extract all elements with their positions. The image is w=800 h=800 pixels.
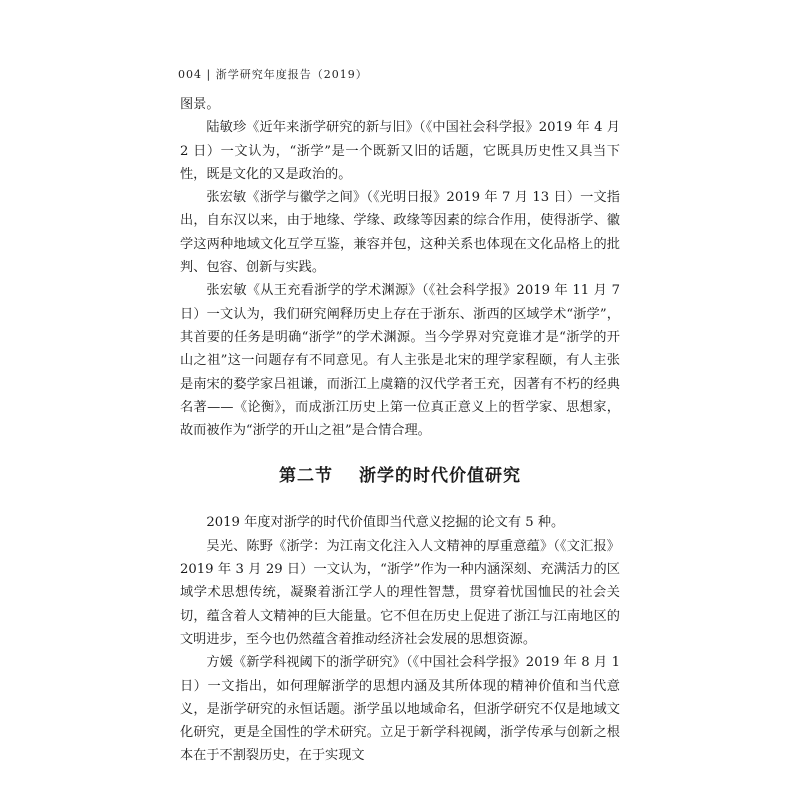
- paragraph-fang-yuan: 方媛《新学科视阈下的浙学研究》（《中国社会科学报》2019 年 8 月 1 日）一文指出，如何理解浙学的思想内涵及其所体现的精神价值和当代意义，是浙学研究的永恒话题。浙学虽以地域命名，但浙学研究不仅是地域文化研究，更是全国性的学术研究。立足于新学科视阈，浙学传承与创新之根本在于不割裂历史，在于实现文: [180, 655, 620, 764]
- book-title: 浙学研究年度报告（2019）: [215, 68, 368, 81]
- section-number: 第二节: [279, 466, 333, 487]
- section-heading: [180, 464, 620, 488]
- paragraph-zhang-hongmin-1: 张宏敏《浙学与徽学之间》（《光明日报》2019 年 7 月 13 日）一文指出，自东汉以来，由于地缘、学缘、政缘等因素的综合作用，使得浙学、徽学这两种地域文化互学互鉴，兼容并包，这种关系也体现在文化品格上的批判、包容、创新与实践。: [180, 190, 620, 276]
- section-title: 浙学的时代价值研究: [359, 466, 521, 487]
- running-header: [178, 66, 368, 82]
- paragraph-lu-minzhen: 陆敏珍《近年来浙学研究的新与旧》（《中国社会科学报》2019 年 4 月 2 日）一文认为，“浙学”是一个既新又旧的话题，它既具历史性又具当下性，既是文化的又是政治的。: [180, 120, 620, 182]
- page-body: [180, 93, 620, 768]
- paragraph-zhang-hongmin-2: 张宏敏《从王充看浙学的学术渊源》（《社会科学报》2019 年 11 月 7 日）一文认为，我们研究阐释历史上存在于浙东、浙西的区域学术“浙学”，其首要的任务是明确“浙学”的学术渊源。当今学界对究竟谁才是“浙学的开山之祖”这一问题存有不同意见。有人主张是北宋的理学家程颐，有人主张是南宋的婺学家吕祖谦，而浙江上虞籍的汉代学者王充，因著有不朽的经典名著——《论衡》，而成浙江历史上第一位真正意义上的哲学家、思想家，故而被作为“浙学的开山之祖”是合情合理。: [180, 283, 620, 439]
- page-number: 004: [178, 68, 202, 81]
- paragraph-wu-guang: 吴光、陈野《浙学：为江南文化注入人文精神的厚重意蕴》（《文汇报》2019 年 3 月 29 日）一文认为，“浙学”作为一种内涵深刻、充满活力的区域学术思想传统，凝聚着浙江学人的理性智慧，贯穿着忧国恤民的社会关切，蕴含着人文精神的巨大能量。它不但在历史上促进了浙江与江南地区的文明进步，至今也仍然蕴含着推动经济社会发展的思想资源。: [180, 538, 620, 647]
- paragraph-summary: 2019 年度对浙学的时代价值即当代意义挖掘的论文有 5 种。: [206, 515, 565, 531]
- paragraph-continuation: 图景。: [180, 97, 220, 112]
- header-separator: |: [206, 68, 212, 81]
